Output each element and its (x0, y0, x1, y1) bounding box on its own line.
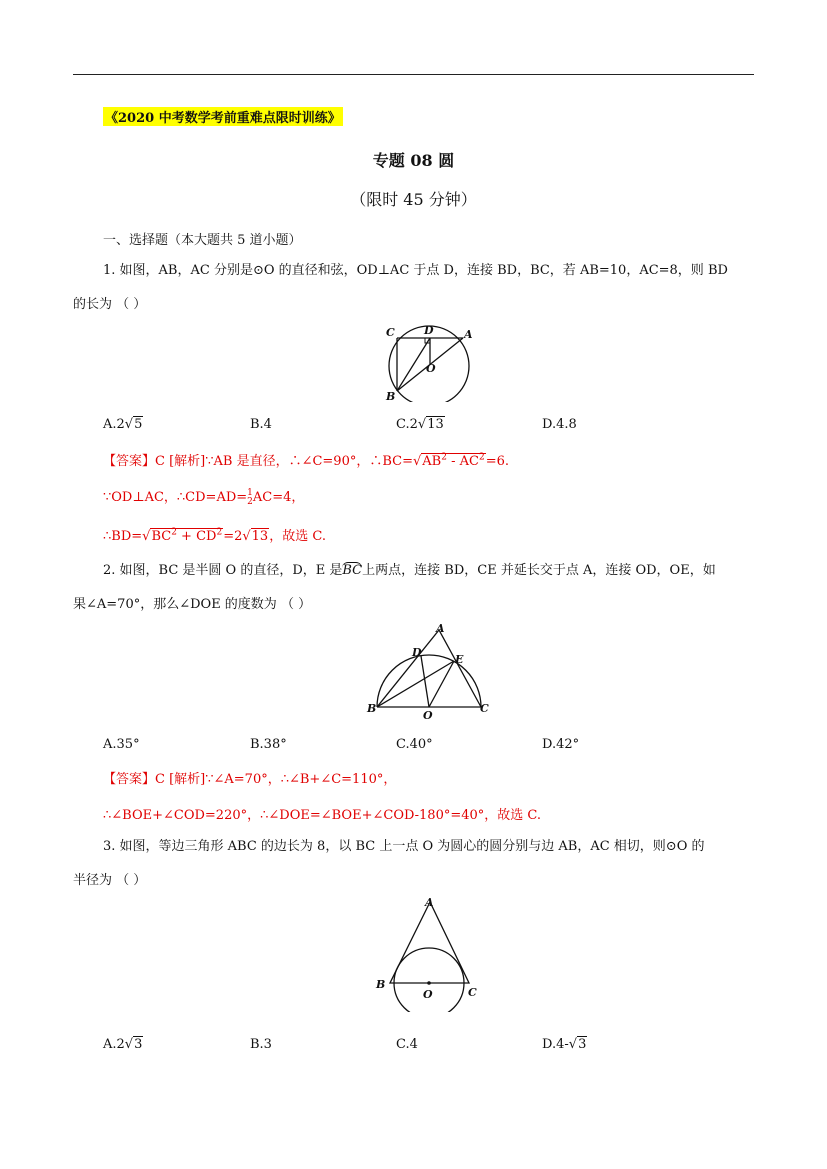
q2-line-ca (439, 630, 481, 707)
q3-figure (368, 892, 488, 1012)
q3-text-line1: 3. 如图，等边三角形 ABC 的边长为 8，以 BC 上一点 O 为圆心的圆分别与边 AB，AC 相切，则⊙O 的 (103, 839, 705, 854)
q2-line-ba (377, 630, 439, 707)
q3-triangle-abc (390, 902, 469, 983)
q2-figure (362, 622, 497, 722)
q1-option-a: A.2√5 (103, 417, 143, 432)
q2-label-a: A (436, 622, 445, 635)
q1-label-b: B (386, 390, 396, 402)
q1-text-line2: 的长为 （ ） (73, 297, 147, 312)
section-heading: 一、选择题（本大题共 5 道小题） (103, 233, 302, 248)
q3-option-a: A.2√3 (103, 1037, 143, 1052)
q2-semicircle (377, 655, 481, 707)
q1-label-a: A (464, 328, 473, 341)
series-title: 《2020 中考数学考前重难点限时训练》 (103, 107, 343, 126)
q2-label-c: C (480, 702, 489, 715)
q3-option-d: D.4-√3 (542, 1037, 587, 1052)
q2-label-b: B (367, 702, 377, 715)
q3-label-o: O (423, 988, 433, 1001)
q3-label-c: C (468, 986, 477, 999)
q2-segment-be (377, 661, 454, 707)
q2-label-e: E (455, 653, 464, 666)
page-title: 专题 08 圆 (372, 151, 455, 170)
q1-option-b: B.4 (250, 417, 272, 432)
q3-label-a: A (425, 896, 434, 909)
q1-answer-line3: $\therefore BD=√BC^2 + CD^2=2√13$，故选 C. (103, 527, 326, 544)
header-rule (73, 74, 754, 75)
q3-label-b: B (376, 978, 386, 991)
q2-text-line2: 果∠A=70°，那么∠DOE 的度数为 （ ） (73, 597, 312, 612)
q1-label-c: C (386, 326, 395, 339)
q2-label-d: D (412, 646, 422, 659)
q2-segment-od (421, 656, 429, 707)
q2-answer-line2: ∴∠BOE+∠COD=220°，∴∠DOE=∠BOE+∠COD-180°=40°，故选 C. (103, 808, 542, 823)
q2-option-c: C.40° (396, 737, 433, 752)
q1-label-d: D (424, 324, 434, 337)
q2-text-line1: 2. 如图，BC 是半圆 O 的直径，D，E 是BC上两点，连接 BD，CE 并延长交于点 A，连接 OD，OE，如 (103, 563, 716, 578)
q1-figure (378, 322, 478, 402)
q2-option-b: B.38° (250, 737, 287, 752)
q1-text-line1: 1. 如图，AB，AC 分别是⊙O 的直径和弦，OD⊥AC 于点 D，连接 BD，BC，若 AB=10，AC=8，则 BD (103, 263, 728, 278)
q3-option-b: B.3 (250, 1037, 272, 1052)
q1-option-d: D.4.8 (542, 417, 577, 432)
q2-option-a: A.35° (103, 737, 140, 752)
q3-option-c: C.4 (396, 1037, 418, 1052)
q1-answer-line1: 【答案】C [解析]∵AB 是直径，∴∠C=90°，$\therefore BC=√AB^2 - AC^2=6$. (103, 452, 509, 469)
q2-label-o: O (423, 709, 433, 722)
q1-label-o: O (426, 362, 436, 375)
q3-circle (394, 948, 464, 1012)
time-limit: （限时 45 分钟） (350, 190, 477, 209)
q3-text-line2: 半径为 （ ） (73, 873, 147, 888)
q3-center-point (427, 981, 431, 985)
q2-option-d: D.42° (542, 737, 580, 752)
q1-answer-line2: ∵OD⊥AC，∴CD=AD=1 2AC=4， (103, 487, 305, 507)
q1-option-c: C.2√13 (396, 417, 444, 432)
q2-answer-line1: 【答案】C [解析]∵∠A=70°，∴∠B+∠C=110°， (103, 772, 397, 787)
